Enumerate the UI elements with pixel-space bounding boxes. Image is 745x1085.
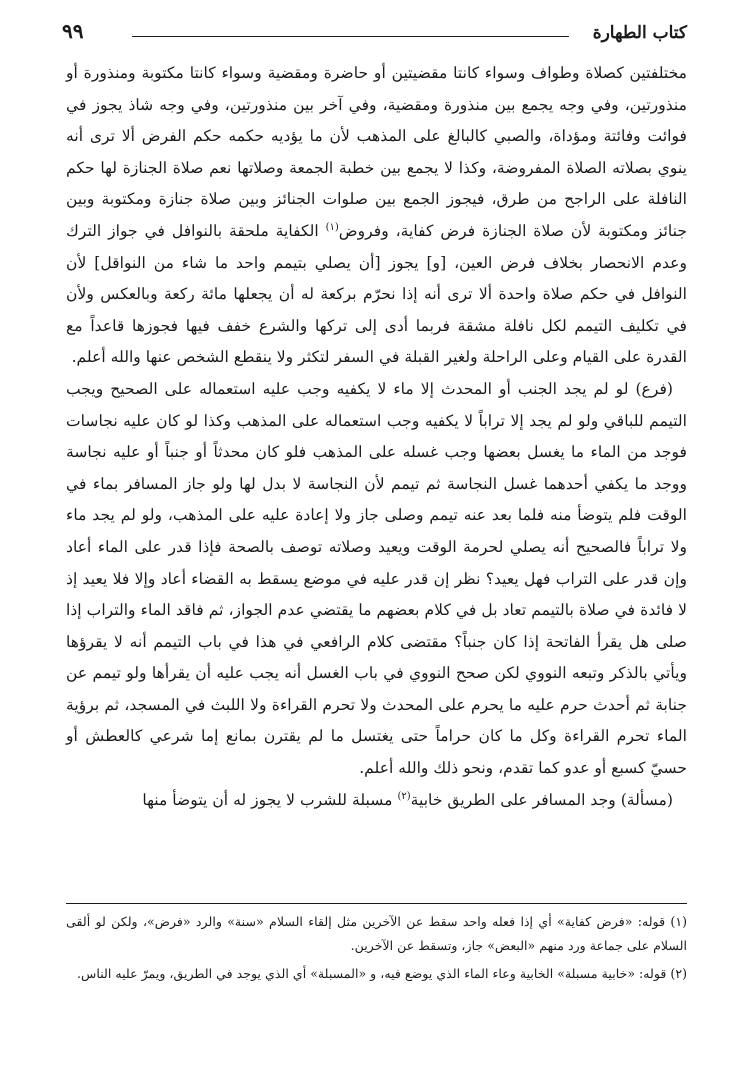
page-header bbox=[62, 18, 687, 48]
paragraph: (فرع) لو لم يجد الجنب أو المحدث إلا ماء لا يكفيه وجب عليه استعماله على الصحيح ويجب التيمم للباقي ولو لم يجد إلا تراباً لا يكفيه وجب استعماله على المذهب وكذا لو كان عليه نجاسات فوجد من الماء ما يغسل بعضها وجب غسله على المذهب فلو كان محدثاً أو جنباً أو عليه نجاسة ووجد ما يكفي أحدهما غسل النجاسة ثم تيمم لأن النجاسة لا بدل لها ولو جاز المسافر بماء في الوقت فلم يتوضأ منه فلما بعد عنه تيمم وصلى جاز ولا إعادة عليه على المذهب، ولو لم يجد ماء ولا تراباً فالصحيح أنه يصلي لحرمة الوقت ويعيد وصلاته توصف بالصحة فإذا قدر على الماء أعاد وإن قدر على التراب فهل يعيد؟ نظر إن قدر عليه في موضع يسقط به القضاء أعاد وإلا فلا يعيد إذ لا فائدة في صلاة بالتيمم تعاد بل في كلام بعضهم ما يقتضي عدم الجواز، ثم فاقد الماء والتراب إذا صلى هل يقرأ الفاتحة إذا كان جنباً؟ مقتضى كلام الرافعي في هذا في باب التيمم أنه لا يقرؤها ويأتي بالذكر وتبعه النووي لكن صحح النووي في باب الغسل أنه يجب عليه أن يقرأها ولو تيمم عن جنابة ثم أحدث حرم عليه ما يحرم على المحدث ولا تحرم القراءة ولا اللبث في المسجد، ثم برؤية الماء تحرم القراءة وكل ما كان حراماً حتى يغتسل ما لم يقترن بمانع إما شرعي كالعطش أو حسيّ كسبع أو عدو كما تقدم، ونحو ذلك والله أعلم. bbox=[66, 379, 687, 778]
paragraph: (مسألة) وجد المسافر على الطريق خابية$^{(٢)}$ مسبلة للشرب لا يجوز له أن يتوضأ منها bbox=[142, 790, 673, 809]
paragraph: مختلفتين كصلاة وطواف وسواء كانتا مقضيتين أو حاضرة ومقضية وسواء كانتا مكتوبة ومنذورة أو منذورتين، وفي وجه يجمع بين منذورة ومقضية، وفي آخر بين منذورتين، وفي وجه شاذ يجوز في فوائت وفائتة ومؤداة، والصبي كالبالغ على المذهب لأن ما يؤديه حكمه حكم الفرض ألا ترى أنه ينوي بصلاته الصلاة المفروضة، وكذا لا يجمع بين خطبة الجمعة وصلاتها نعم صلاة الجنازة لها حكم النافلة على الراجح من طرق، فيجوز الجمع بين صلوات الجنائز وبين صلاة جنازة ومكتوبة وبين جنائز ومكتوبة لأن صلاة الجنازة فرض كفاية، وفروض$^{(١)}$ الكفاية ملحقة بالنوافل في جواز الترك وعدم الانحصار بخلاف فرض العين، [و] يجوز [أن يصلي بتيمم واحد ما شاء من النواقل] لأن النوافل في حكم صلاة واحدة ألا ترى أنه إذا نحرّم بركعة له أن يجعلها مائة ركعة وبالعكس ولأن في تكليف التيمم لكل نافلة مشقة فربما أدى إلى تركها والشرع خفف فيها فجوزها قاعداً مع القدرة على القيام وعلى الراحلة ولغير القبلة في السفر لتكثر ولا ينقطع الشخص عنها والله أعلم. bbox=[66, 64, 687, 367]
page-number: ٩٩ bbox=[62, 19, 84, 43]
footnotes bbox=[66, 910, 687, 990]
footnote-divider bbox=[66, 903, 687, 904]
header-rule bbox=[132, 36, 569, 37]
footnote-ref: (٢) bbox=[397, 790, 411, 802]
footnote: (١) قوله: «فرض كفاية» أي إذا فعله واحد سقط عن الآخرين مثل إلقاء السلام «سنة» والرد «فرض»، ولكن لو ألقى السلام على جماعة ورد منهم «البعض» جاز، وتسقط عن الآخرين. bbox=[66, 914, 687, 953]
main-text bbox=[66, 58, 687, 816]
footnote: (٢) قوله: «خابية مسبلة» الخابية وعاء الماء الذي يوضع فيه، و «المسبلة» أي الذي يوجد في الطريق، ويمرّ عليه الناس. bbox=[77, 966, 687, 981]
footnote-ref: (١) bbox=[325, 221, 339, 233]
chapter-title: كتاب الطهارة bbox=[592, 23, 687, 43]
